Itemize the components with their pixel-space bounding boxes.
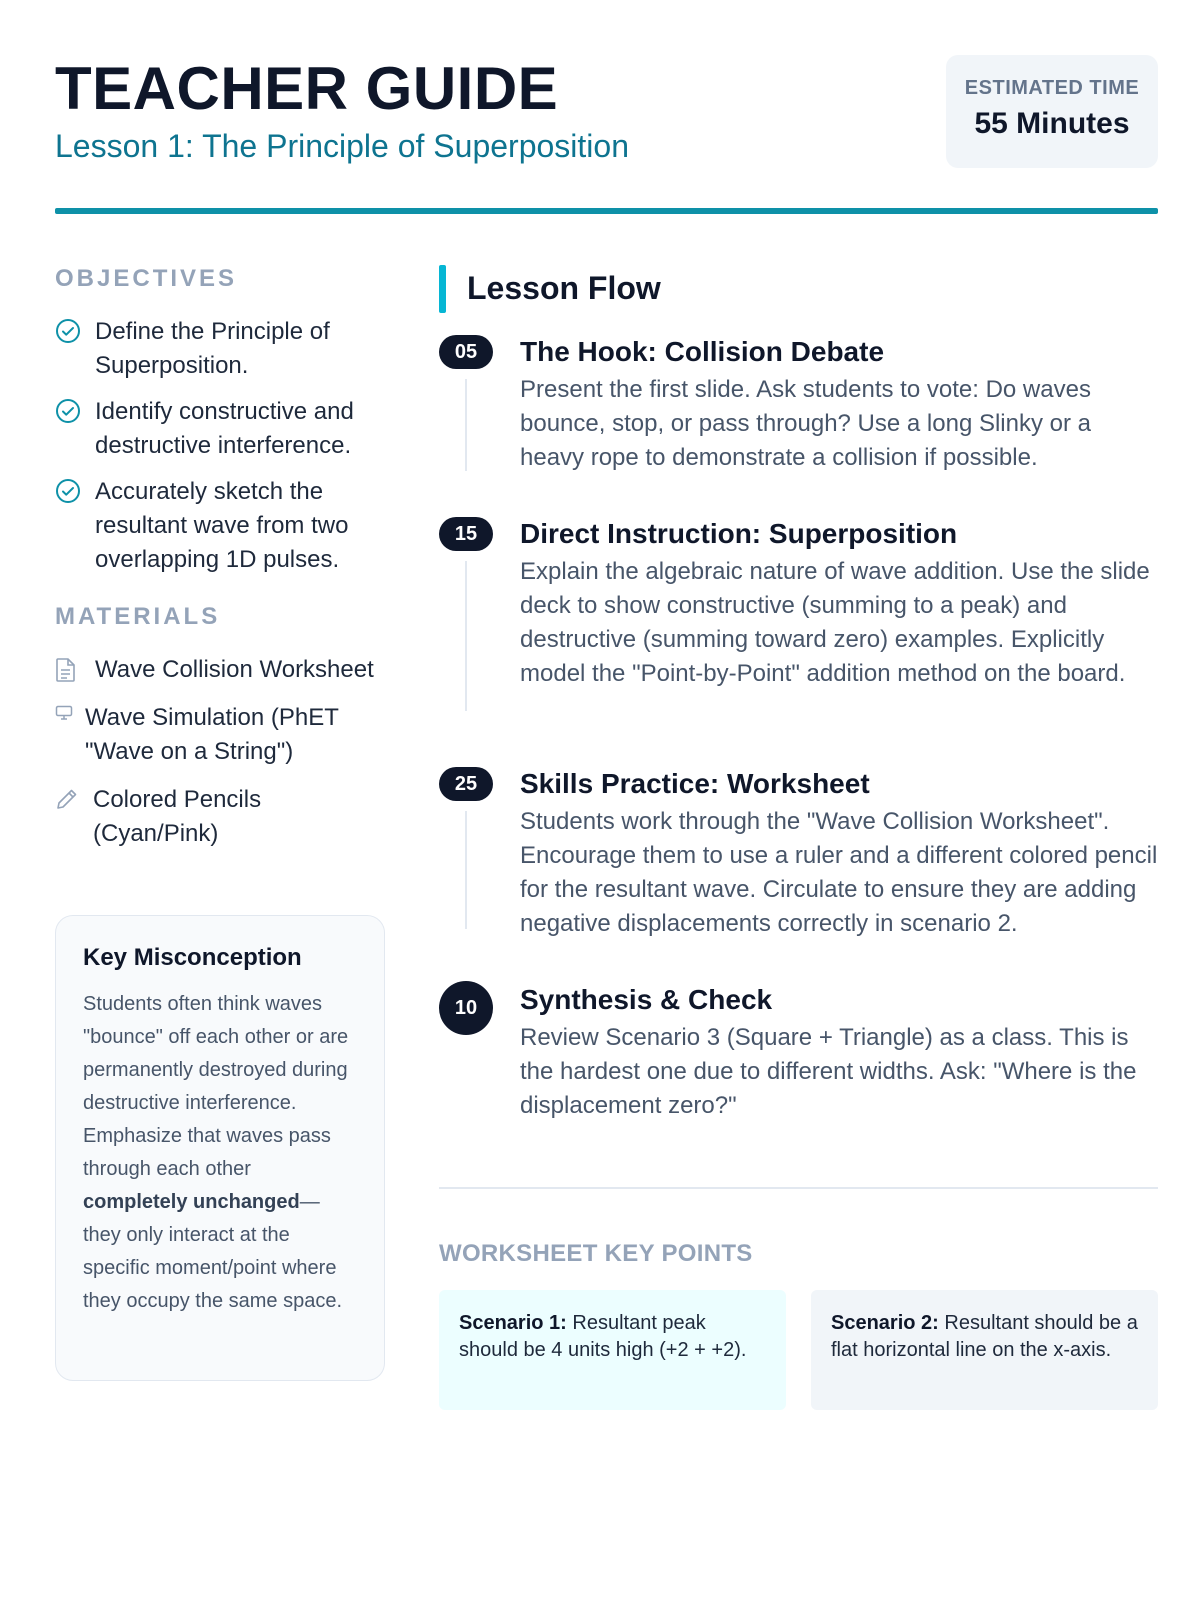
material-text: Wave Collision Worksheet — [95, 656, 374, 683]
misconception-emphasis: completely unchanged — [83, 1191, 300, 1213]
check-circle-icon — [55, 398, 81, 424]
objective-text: Define the Principle of Superposition. — [95, 318, 330, 379]
document-icon — [55, 657, 77, 683]
check-circle-icon — [55, 478, 81, 504]
scenario-card — [439, 1290, 786, 1410]
timeline-connector — [465, 811, 467, 929]
key-misconception-box — [55, 915, 385, 1381]
step-minutes-badge: 05 — [439, 335, 493, 369]
estimated-time-box — [946, 55, 1158, 168]
step-minutes-badge: 10 — [439, 981, 493, 1035]
lesson-flow-title: Lesson Flow — [467, 270, 661, 306]
lesson-flow-header — [439, 265, 1158, 313]
step-title: The Hook: Collision Debate — [520, 336, 885, 367]
step-description: Present the first slide. Ask students to vote: Do waves bounce, stop, or pass through? Use a long Slinky or a heavy rope to demonstrate a collision if possible. — [520, 376, 1092, 471]
pencil-icon — [55, 787, 79, 811]
step-title: Synthesis & Check — [520, 984, 773, 1015]
objectives-heading: OBJECTIVES — [55, 265, 238, 292]
objective-item — [55, 315, 385, 383]
scenario-text: Resultant peak should be 4 units high (+2 + +2). — [459, 1312, 747, 1361]
timeline-connector — [465, 379, 467, 471]
material-text: Colored Pencils (Cyan/Pink) — [93, 786, 262, 847]
header-divider — [55, 208, 1158, 214]
step-description: Review Scenario 3 (Square + Triangle) as a class. This is the hardest one due to different widths. Ask: "Where is the displacement zero?" — [520, 1024, 1137, 1119]
monitor-icon — [55, 705, 73, 721]
objective-text: Identify constructive and destructive interference. — [95, 398, 354, 459]
materials-list — [55, 653, 385, 851]
step-minutes-badge: 15 — [439, 517, 493, 551]
estimated-time-value: 55 Minutes — [974, 107, 1130, 140]
step-minutes-badge: 25 — [439, 767, 493, 801]
scenario-text: Resultant should be a flat horizontal line on the x-axis. — [831, 1312, 1138, 1361]
page-title: TEACHER GUIDE — [55, 55, 559, 122]
right-column — [439, 265, 1158, 1361]
material-item — [55, 783, 385, 851]
timeline-connector — [465, 561, 467, 711]
lesson-subtitle: Lesson 1: The Principle of Superposition — [55, 128, 629, 164]
objective-item — [55, 395, 385, 463]
header — [55, 55, 1158, 215]
material-text: Wave Simulation (PhET "Wave on a String") — [85, 704, 339, 765]
objective-item — [55, 475, 385, 577]
misconception-title: Key Misconception — [83, 944, 302, 971]
objectives-list — [55, 315, 385, 577]
teacher-guide-page — [55, 0, 1158, 1600]
left-column — [55, 265, 385, 865]
step-title: Direct Instruction: Superposition — [520, 518, 958, 549]
scenario-heading: Scenario 1: — [459, 1312, 567, 1334]
check-circle-icon — [55, 318, 81, 344]
step-description: Students work through the "Wave Collision Worksheet". Encourage them to use a ruler and a different colored pencil for the resultant wave. Circulate to ensure they are adding negative displacements correctly in scenario 2. — [520, 808, 1158, 937]
step-title: Skills Practice: Worksheet — [520, 768, 870, 799]
scenario-heading: Scenario 2: — [831, 1312, 939, 1334]
lesson-flow-accent-bar — [439, 265, 446, 313]
misconception-text-start: Students often think waves "bounce" off each other or are permanently destroyed during destructive interference. Emphasize that waves pass through each other — [83, 993, 349, 1180]
materials-section — [55, 603, 385, 851]
materials-heading: MATERIALS — [55, 603, 221, 630]
misconception-text — [83, 988, 357, 1318]
step-description: Explain the algebraic nature of wave addition. Use the slide deck to show constructive (summing to a peak) and destructive (summing toward zero) examples. Explicitly model the "Point-by-Point" addition method on the board. — [520, 558, 1150, 687]
scenario-card — [811, 1290, 1158, 1410]
material-item — [55, 701, 385, 769]
objective-text: Accurately sketch the resultant wave from two overlapping 1D pulses. — [95, 478, 349, 573]
misconception-text-end: —they only interact at the specific moment/point where they occupy the same space. — [83, 1191, 343, 1312]
section-divider — [439, 1187, 1158, 1189]
worksheet-key-points-heading: WORKSHEET KEY POINTS — [439, 1240, 753, 1267]
estimated-time-label: ESTIMATED TIME — [964, 77, 1140, 99]
material-item — [55, 653, 385, 687]
